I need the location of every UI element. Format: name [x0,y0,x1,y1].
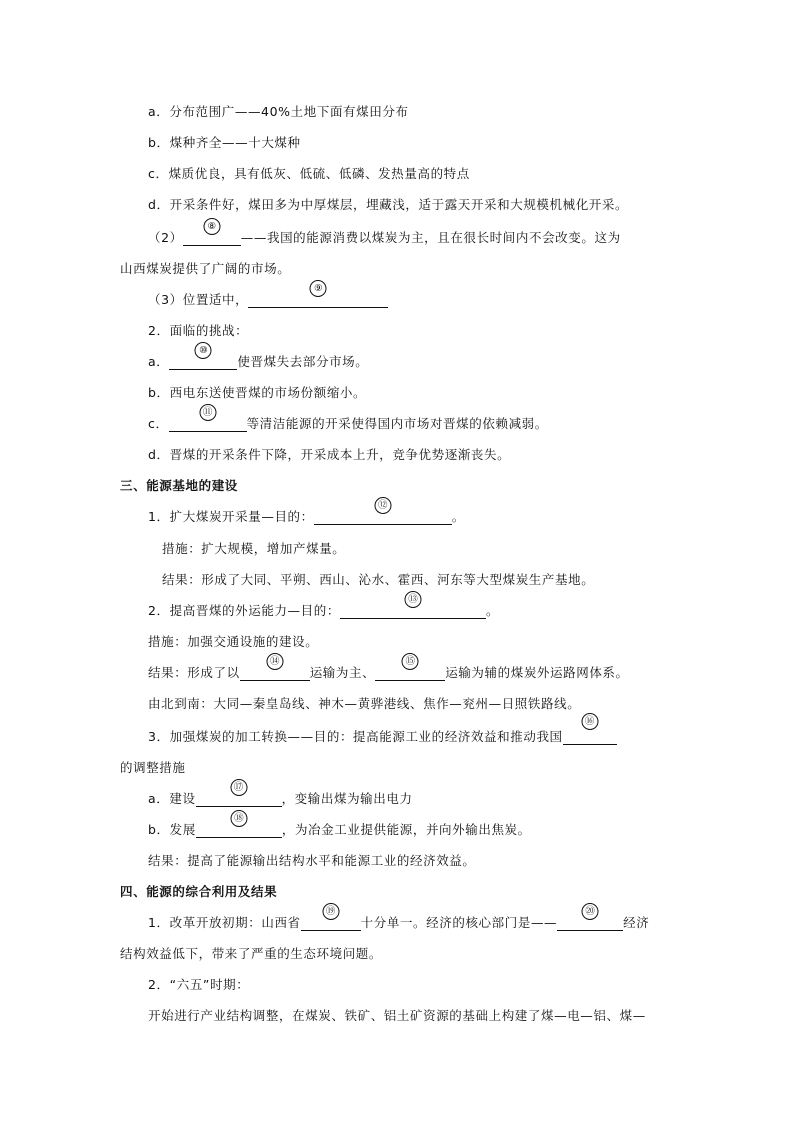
market-line [148,221,621,246]
blank-16[interactable] [563,716,617,745]
location-prefix: （3）位置适中， [148,292,249,307]
item-1-prefix: 1．扩大煤炭开采量—目的： [148,509,314,524]
challenge-c-prefix: c． [148,416,169,431]
blank-12[interactable] [314,500,452,525]
challenges-title: 2．面临的挑战： [148,323,249,338]
blank-9[interactable] [248,283,388,308]
blank-17[interactable] [196,782,282,807]
resource-point-a: a．分布范围广——40%土地下面有煤田分布 [148,104,409,119]
usage-1-prefix: 1．改革开放初期：山西省 [148,915,301,930]
item-2-prefix: 2．提高晋煤的外运能力—目的： [148,603,340,618]
item-1-result: 结果：形成了大同、平朔、西山、沁水、霍西、河东等大型煤炭生产基地。 [162,572,595,587]
item-3-a-text: ，变输出煤为输出电力 [281,791,413,806]
blank-number-14: ⑭ [266,653,283,670]
challenge-a-text: 使晋煤失去部分市场。 [237,354,369,369]
section-3-heading: 三、能源基地的建设 [120,478,238,493]
item-3-result: 结果：提高了能源输出结构水平和能源工业的经济效益。 [148,853,476,868]
blank-number-8: ⑧ [203,218,220,235]
resource-point-d: d．开采条件好，煤田多为中厚煤层，埋藏浅，适于露天开采和大规模机械化开采。 [148,197,629,212]
blank-number-12: ⑫ [374,497,391,514]
challenge-c-text: 等清洁能源的开采使得国内市场对晋煤的依赖减弱。 [246,416,548,431]
blank-number-13: ⑬ [404,591,421,608]
challenge-a [148,345,369,370]
item-3-b-text: ，为冶金工业提供能源，并向外输出焦炭。 [281,822,531,837]
blank-18[interactable] [196,813,282,838]
usage-2: 2．“六五”时期： [148,977,250,992]
item-2-suffix: 。 [485,603,500,618]
blank-number-10: ⑩ [195,342,212,359]
blank-number-18: ⑱ [230,810,247,827]
usage-1-cont: 结构效益低下，带来了严重的生态环境问题。 [120,946,383,961]
blank-number-11: ⑪ [199,404,216,421]
blank-10[interactable] [169,345,237,370]
item-3-purpose-cont: 的调整措施 [120,760,186,775]
market-prefix: （2） [148,230,183,245]
item-2-purpose [148,594,500,619]
blank-number-19: ⑲ [322,903,339,920]
item-3-b [148,813,531,838]
blank-number-20: ⑳ [582,903,599,920]
blank-number-9: ⑨ [310,280,327,297]
item-1-suffix: 。 [451,509,465,524]
item-3-a-prefix: a．建设 [148,791,196,806]
challenge-a-prefix: a． [148,354,170,369]
item-2-result-text: 运输为辅的煤炭外运路网体系。 [445,665,629,680]
blank-14[interactable] [240,656,310,681]
location-line [148,283,388,308]
blank-number-17: ⑰ [230,779,247,796]
blank-number-15: ⑮ [402,653,419,670]
usage-1 [148,906,650,931]
item-2-result-prefix: 结果：形成了以 [148,665,240,680]
item-1-purpose [148,500,465,525]
item-2-measure: 措施：加强交通设施的建设。 [148,634,319,649]
item-2-result [148,656,629,681]
blank-8[interactable] [183,221,241,246]
usage-2-cont: 开始进行产业结构调整，在煤炭、铁矿、铝土矿资源的基础上构建了煤—电—铝、煤— [148,1008,646,1023]
blank-20[interactable] [557,906,623,931]
usage-1-suffix: 经济 [623,915,650,930]
market-line-cont: 山西煤炭提供了广阔的市场。 [120,261,291,276]
usage-1-mid: 十分单一。经济的核心部门是—— [360,915,558,930]
challenge-d: d．晋煤的开采条件下降，开采成本上升，竞争优势逐渐丧失。 [148,447,511,462]
item-3-prefix: 3．加强煤炭的加工转换——目的：提高能源工业的经济效益和推动我国 [148,729,563,744]
blank-15[interactable] [375,656,445,681]
item-1-measure: 措施：扩大规模，增加产煤量。 [162,541,346,556]
blank-13[interactable] [340,594,486,619]
item-2-routes: 由北到南：大同—秦皇岛线、神木—黄骅港线、焦作—兖州—日照铁路线。 [148,696,581,711]
item-3-b-prefix: b．发展 [148,822,196,837]
resource-point-b: b．煤种齐全——十大煤种 [148,135,301,150]
resource-point-c: c．煤质优良，具有低灰、低硫、低磷、发热量高的特点 [148,166,470,181]
item-2-result-mid: 运输为主、 [309,665,376,680]
blank-11[interactable] [169,407,247,432]
blank-number-16: ⑯ [581,713,598,730]
section-4-heading: 四、能源的综合利用及结果 [120,884,278,899]
market-text: ——我国的能源消费以煤炭为主，且在很长时间内不会改变。这为 [240,230,621,245]
challenge-c [148,407,548,432]
item-3-purpose [148,716,617,745]
blank-19[interactable] [301,906,361,931]
item-3-a [148,782,413,807]
challenge-b: b．西电东送使晋煤的市场份额缩小。 [148,385,367,400]
